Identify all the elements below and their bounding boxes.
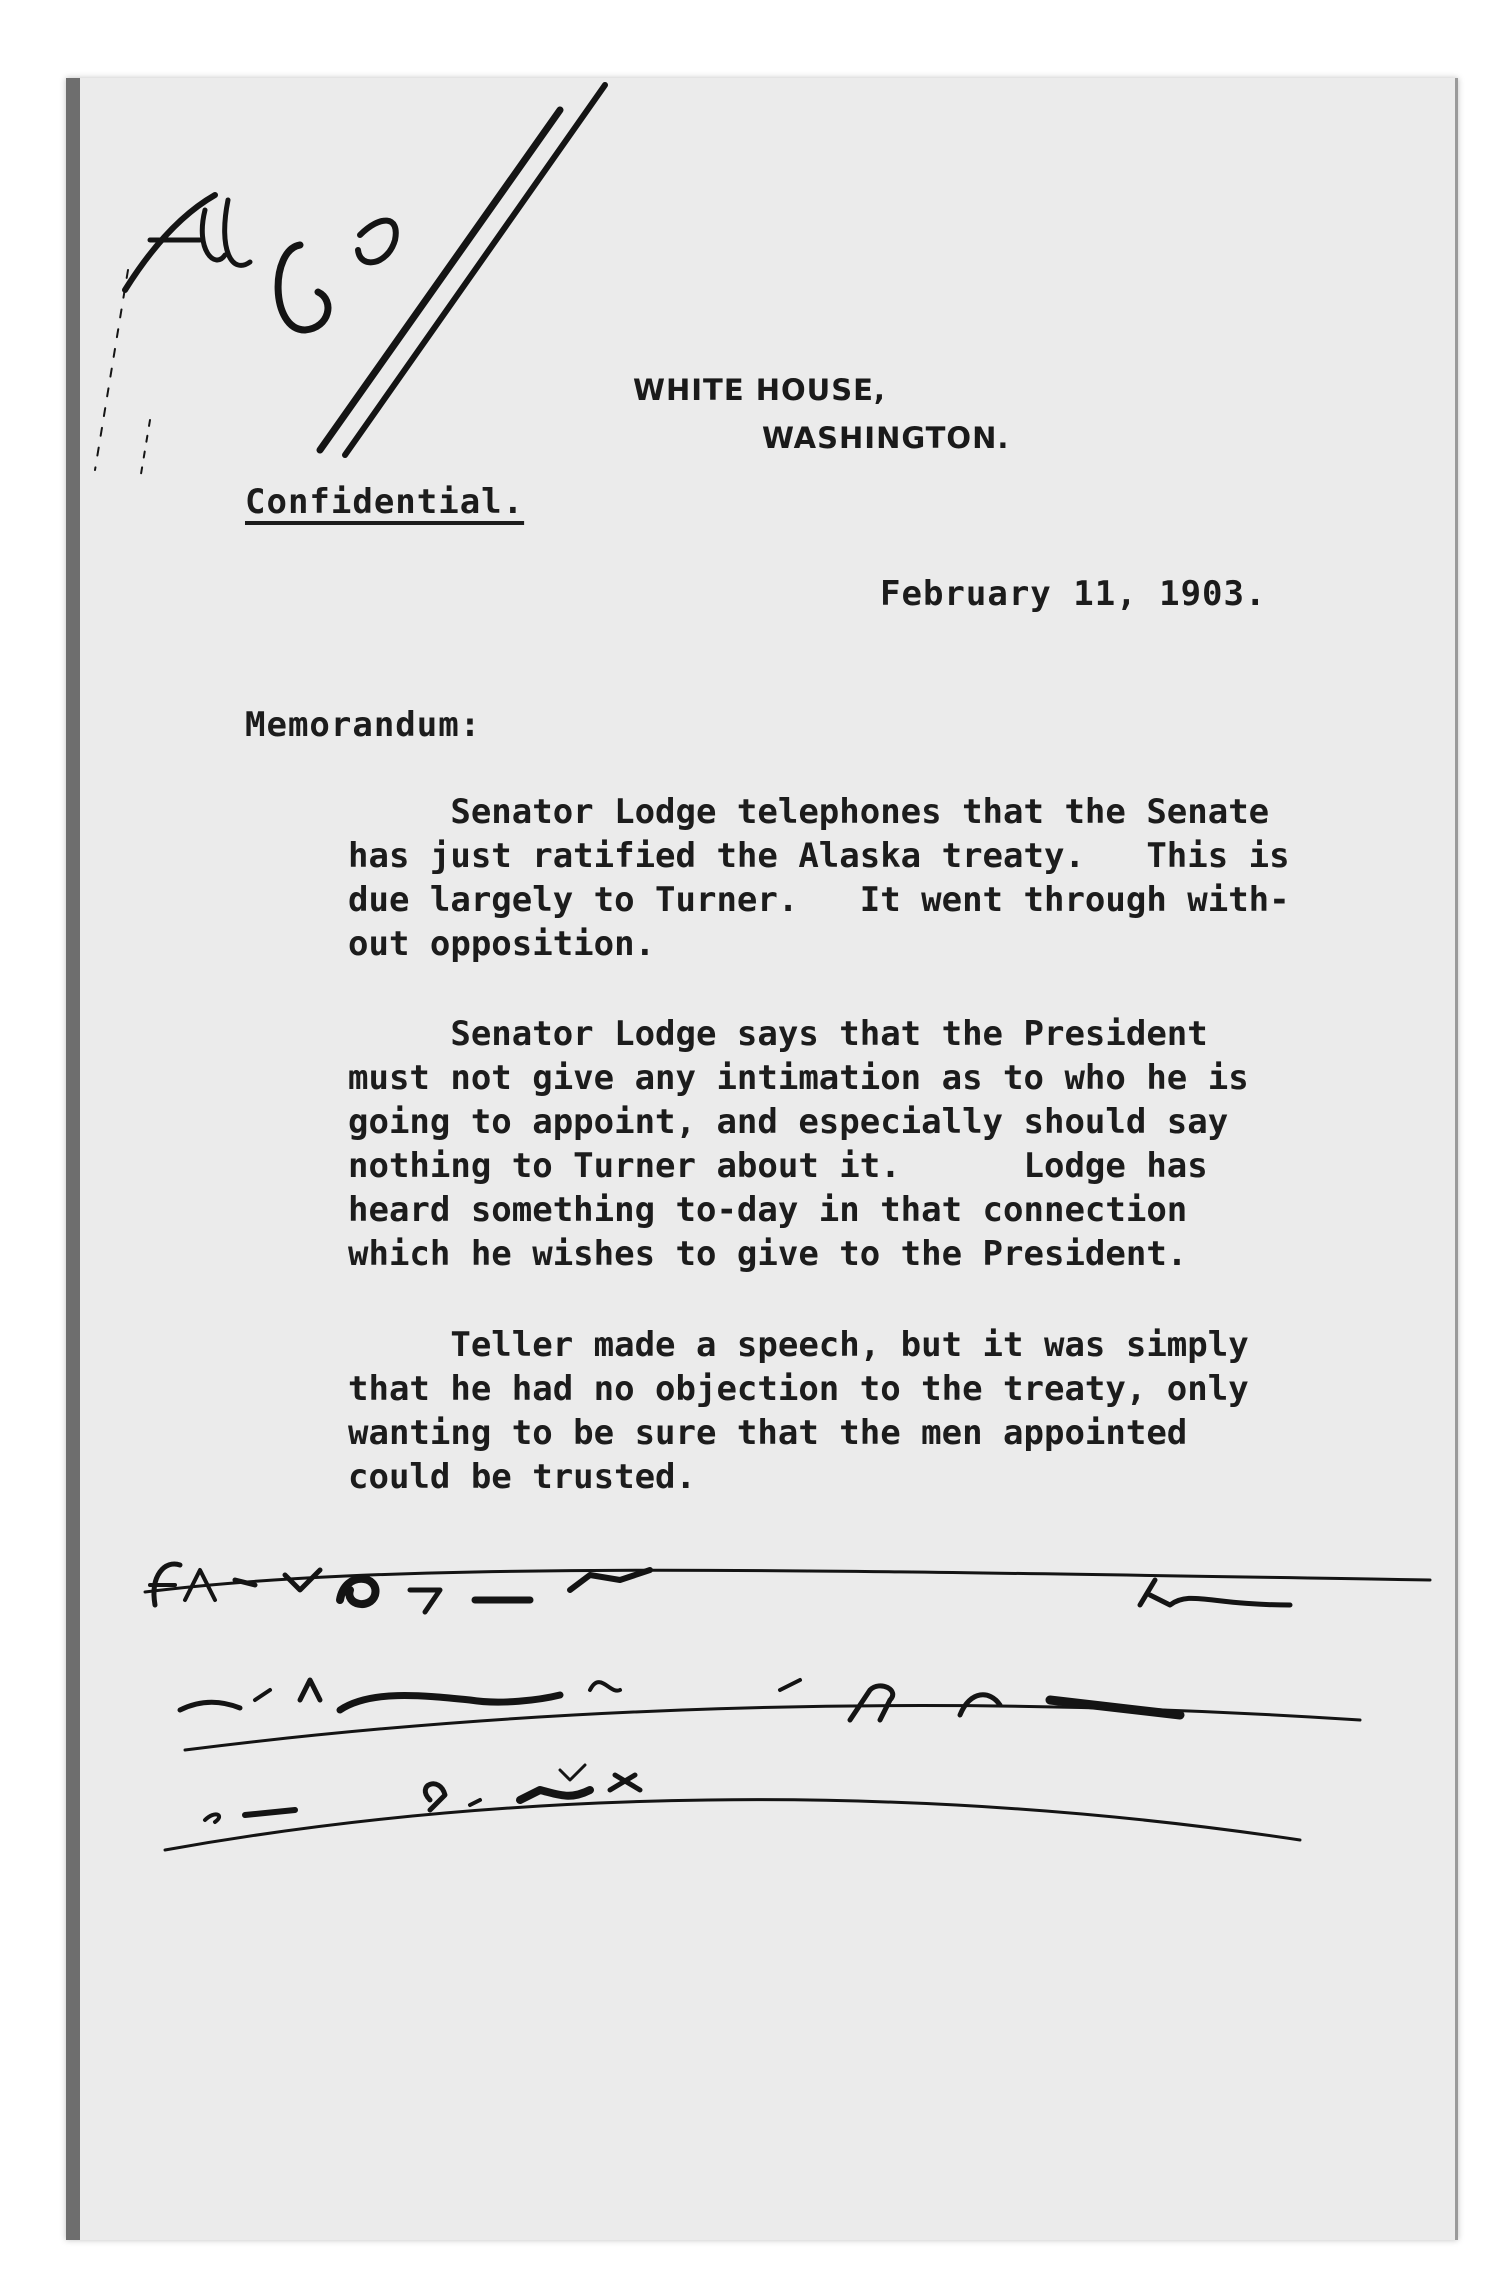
paragraph-line: due largely to Turner. It went through with- <box>348 880 1290 920</box>
memorandum-heading: Memorandum: <box>245 705 482 745</box>
paragraph-line: Teller made a speech, but it was simply <box>348 1325 1249 1365</box>
paragraph-line: out opposition. <box>348 924 656 964</box>
paragraph-line: Senator Lodge says that the President <box>348 1014 1208 1054</box>
paragraph-line: could be trusted. <box>348 1457 696 1497</box>
letterhead-line-1: WHITE HOUSE, <box>633 373 886 407</box>
paragraph-line: must not give any intimation as to who he is <box>348 1058 1249 1098</box>
letterhead-line-2: WASHINGTON. <box>762 421 1010 455</box>
shorthand-notes <box>145 1564 1430 1850</box>
paragraph-line: going to appoint, and especially should say <box>348 1102 1229 1142</box>
paragraph-line: has just ratified the Alaska treaty. This is <box>348 836 1290 876</box>
paragraph-line: wanting to be sure that the men appointed <box>348 1413 1188 1453</box>
paragraph-line: Senator Lodge telephones that the Senate <box>348 792 1270 832</box>
confidential-marking: Confidential. <box>245 482 525 522</box>
paragraph-line: that he had no objection to the treaty, only <box>348 1369 1249 1409</box>
paragraph-line: nothing to Turner about it. Lodge has <box>348 1146 1208 1186</box>
letter-date: February 11, 1903. <box>880 574 1267 614</box>
paragraph-line: heard something to-day in that connection <box>348 1190 1188 1230</box>
paragraph-line: which he wishes to give to the President. <box>348 1234 1188 1274</box>
file-notation-handwriting <box>95 85 605 480</box>
